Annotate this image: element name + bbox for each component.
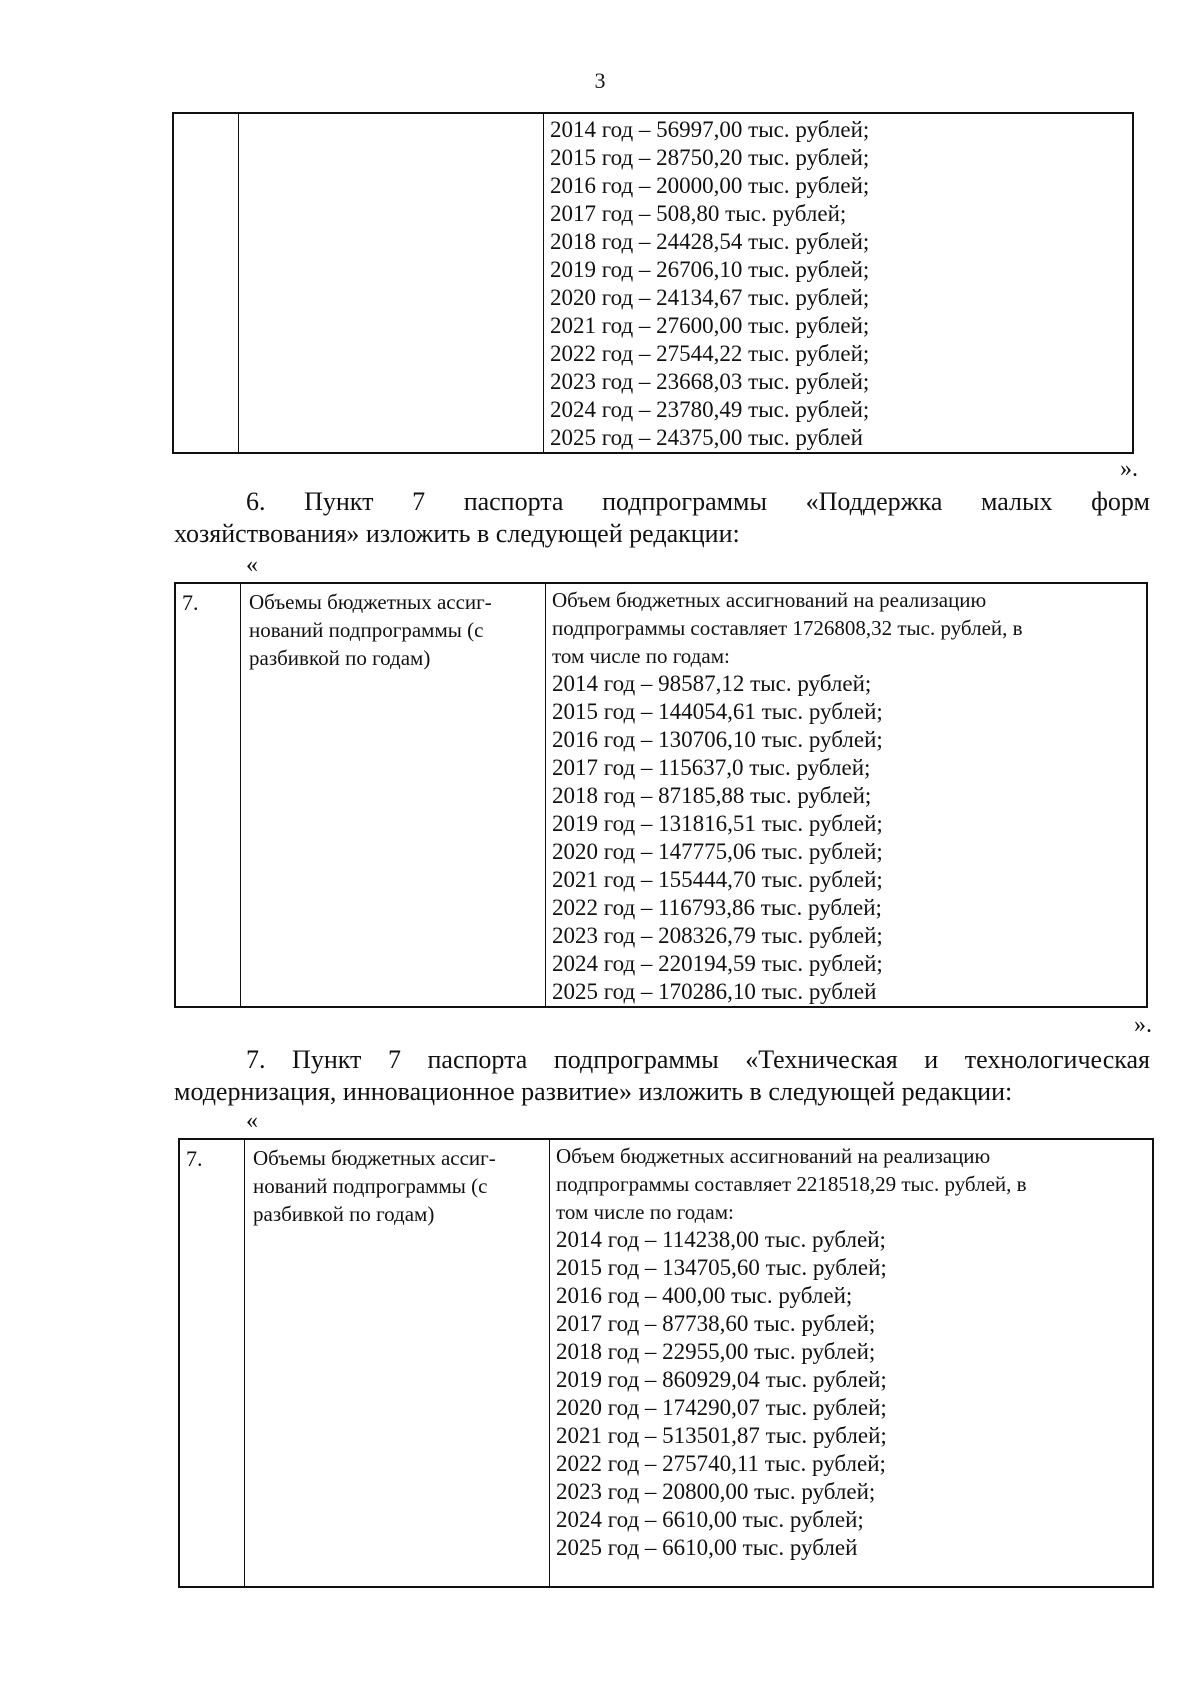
description-line: Объемы бюджетных ассиг- bbox=[253, 1146, 496, 1170]
year-line: 2017 год – 87738,60 тыс. рублей; bbox=[556, 1311, 876, 1336]
intro-line: том числе по годам: bbox=[556, 1200, 734, 1224]
intro-line: Объем бюджетных ассигнований на реализацию bbox=[556, 1144, 991, 1168]
closing-quote: ». bbox=[1120, 456, 1138, 482]
passport-table-small-forms bbox=[174, 582, 1148, 1008]
intro-line: подпрограммы составляет 1726808,32 тыс. рублей, в bbox=[552, 616, 1023, 640]
intro-line: том числе по годам: bbox=[552, 644, 730, 668]
year-line: 2024 год – 23780,49 тыс. рублей; bbox=[550, 397, 870, 422]
year-line: 2025 год – 6610,00 тыс. рублей bbox=[556, 1535, 858, 1560]
year-line: 2025 год – 170286,10 тыс. рублей bbox=[552, 979, 877, 1004]
item-number-cell: 7. bbox=[175, 583, 241, 1007]
year-line: 2018 год – 24428,54 тыс. рублей; bbox=[550, 229, 870, 254]
year-line: 2021 год – 27600,00 тыс. рублей; bbox=[550, 313, 870, 338]
item-values-cell bbox=[546, 583, 1148, 1007]
opening-quote: « bbox=[246, 1108, 258, 1134]
year-line: 2017 год – 115637,0 тыс. рублей; bbox=[552, 755, 871, 780]
paragraph-line: 6. Пункт 7 паспорта подпрограммы «Поддержка малых форм bbox=[246, 487, 1150, 516]
year-line: 2014 год – 98587,12 тыс. рублей; bbox=[552, 671, 872, 696]
table-row bbox=[179, 1139, 1153, 1587]
year-line: 2016 год – 20000,00 тыс. рублей; bbox=[550, 173, 870, 198]
year-line: 2017 год – 508,80 тыс. рублей; bbox=[550, 201, 847, 226]
passport-table-modernization bbox=[178, 1138, 1154, 1588]
year-line: 2019 год – 131816,51 тыс. рублей; bbox=[552, 811, 883, 836]
description-line: нований подпрограммы (с bbox=[249, 618, 484, 642]
year-line: 2016 год – 400,00 тыс. рублей; bbox=[556, 1283, 853, 1308]
item-values-cell bbox=[544, 113, 1134, 453]
year-line: 2015 год – 134705,60 тыс. рублей; bbox=[556, 1255, 887, 1280]
year-line: 2025 год – 24375,00 тыс. рублей bbox=[550, 425, 863, 450]
item-values-cell bbox=[550, 1139, 1154, 1587]
intro-line: подпрограммы составляет 2218518,29 тыс. рублей, в bbox=[556, 1172, 1027, 1196]
item-number-cell: 7. bbox=[179, 1139, 245, 1587]
year-line: 2015 год – 144054,61 тыс. рублей; bbox=[552, 699, 883, 724]
year-line: 2024 год – 6610,00 тыс. рублей; bbox=[556, 1507, 864, 1532]
paragraph-7 bbox=[174, 1044, 1150, 1108]
year-line: 2018 год – 22955,00 тыс. рублей; bbox=[556, 1339, 876, 1364]
paragraph-line: хозяйствования» изложить в следующей редакции: bbox=[174, 519, 740, 548]
year-line: 2016 год – 130706,10 тыс. рублей; bbox=[552, 727, 883, 752]
year-line: 2014 год – 56997,00 тыс. рублей; bbox=[550, 117, 870, 142]
paragraph-line: 7. Пункт 7 паспорта подпрограммы «Техническая и технологическая bbox=[246, 1045, 1150, 1074]
paragraph-6 bbox=[174, 486, 1150, 550]
year-line: 2020 год – 147775,06 тыс. рублей; bbox=[552, 839, 883, 864]
year-line: 2018 год – 87185,88 тыс. рублей; bbox=[552, 783, 872, 808]
item-description-cell bbox=[245, 1139, 550, 1587]
item-description-cell bbox=[239, 113, 544, 453]
description-line: Объемы бюджетных ассиг- bbox=[249, 590, 492, 614]
year-line: 2023 год – 23668,03 тыс. рублей; bbox=[550, 369, 870, 394]
description-line: разбивкой по годам) bbox=[253, 1202, 435, 1226]
table-row bbox=[173, 113, 1133, 453]
year-line: 2021 год – 513501,87 тыс. рублей; bbox=[556, 1423, 887, 1448]
item-number-cell bbox=[173, 113, 239, 453]
year-line: 2023 год – 208326,79 тыс. рублей; bbox=[552, 923, 883, 948]
year-line: 2022 год – 27544,22 тыс. рублей; bbox=[550, 341, 870, 366]
year-line: 2019 год – 26706,10 тыс. рублей; bbox=[550, 257, 870, 282]
year-line: 2022 год – 116793,86 тыс. рублей; bbox=[552, 895, 882, 920]
year-line: 2019 год – 860929,04 тыс. рублей; bbox=[556, 1367, 887, 1392]
table-row bbox=[175, 583, 1147, 1007]
paragraph-line: модернизация, инновационное развитие» изложить в следующей редакции: bbox=[174, 1077, 1013, 1106]
description-line: нований подпрограммы (с bbox=[253, 1174, 488, 1198]
passport-table-continuation bbox=[172, 112, 1134, 454]
year-line: 2020 год – 24134,67 тыс. рублей; bbox=[550, 285, 870, 310]
closing-quote: ». bbox=[1134, 1012, 1152, 1038]
year-line: 2024 год – 220194,59 тыс. рублей; bbox=[552, 951, 883, 976]
year-line: 2014 год – 114238,00 тыс. рублей; bbox=[556, 1227, 886, 1252]
year-line: 2022 год – 275740,11 тыс. рублей; bbox=[556, 1451, 886, 1476]
year-line: 2020 год – 174290,07 тыс. рублей; bbox=[556, 1395, 887, 1420]
year-line: 2021 год – 155444,70 тыс. рублей; bbox=[552, 867, 883, 892]
year-line: 2023 год – 20800,00 тыс. рублей; bbox=[556, 1479, 876, 1504]
intro-line: Объем бюджетных ассигнований на реализацию bbox=[552, 588, 987, 612]
description-line: разбивкой по годам) bbox=[249, 646, 431, 670]
item-description-cell bbox=[241, 583, 546, 1007]
year-line: 2015 год – 28750,20 тыс. рублей; bbox=[550, 145, 870, 170]
page-number: 3 bbox=[594, 68, 606, 93]
opening-quote: « bbox=[246, 552, 258, 578]
